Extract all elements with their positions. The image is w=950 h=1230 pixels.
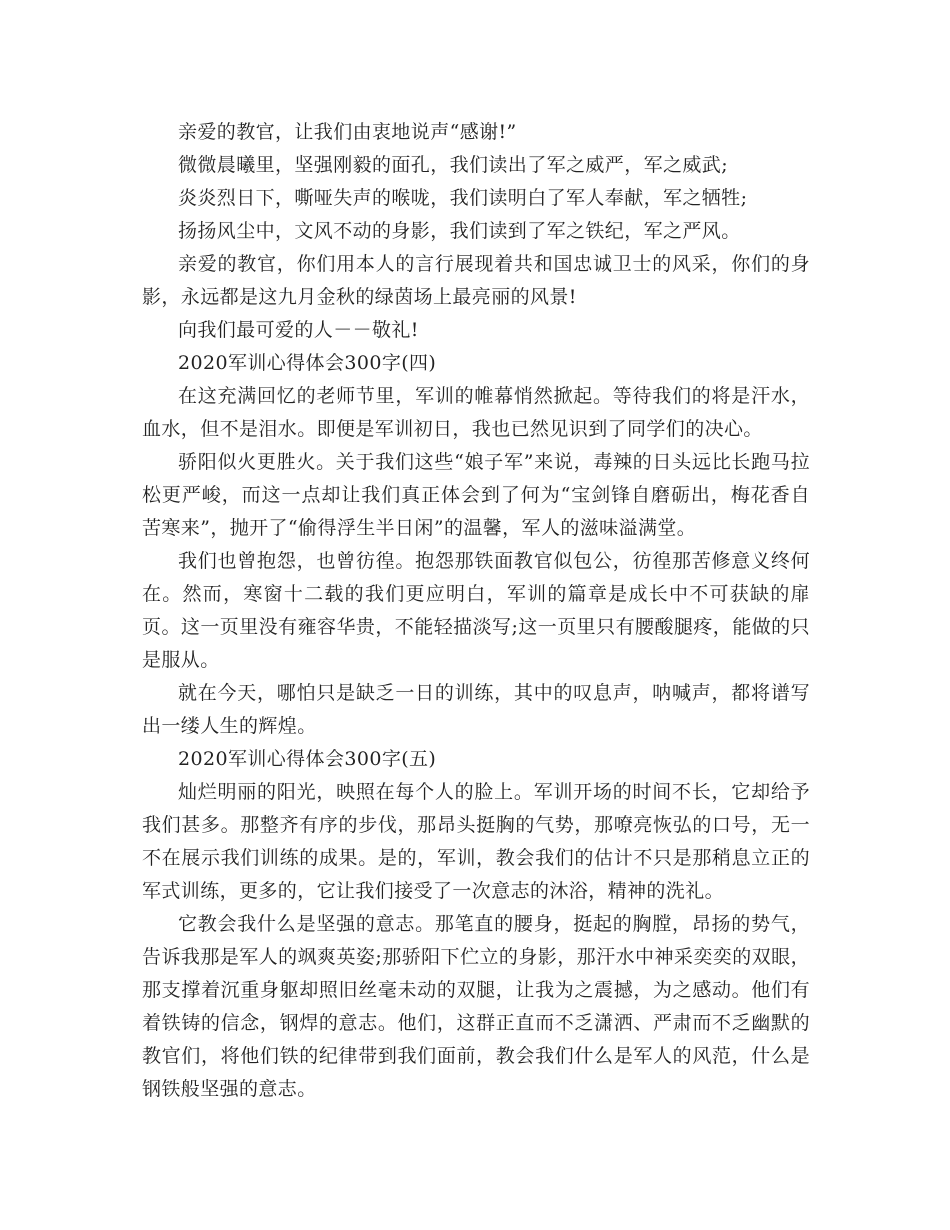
paragraph: 在这充满回忆的老师节里，军训的帷幕悄然掀起。等待我们的将是汗水，血水，但不是泪水。即便是军训初日，我也已然见识到了同学们的决心。 [142, 385, 810, 440]
section-heading: 2020军训心得体会300字(四) [178, 352, 437, 374]
paragraph: 微微晨曦里，坚强刚毅的面孔，我们读出了军之威严，军之威武; [178, 154, 729, 176]
paragraph: 亲爱的教官，让我们由衷地说声“感谢!” [178, 121, 517, 143]
paragraph: 向我们最可爱的人－－敬礼! [178, 319, 419, 341]
paragraph: 灿烂明丽的阳光，映照在每个人的脸上。军训开场的时间不长，它却给予我们甚多。那整齐有序的步伐，那昂头挺胸的气势，那嘹亮恢弘的口号，无一不在展示我们训练的成果。是的，军训，教会我们的估计不只是那稍息立正的军式训练，更多的，它让我们接受了一次意志的沐浴，精神的洗礼。 [142, 781, 810, 902]
paragraph: 亲爱的教官，你们用本人的言行展现着共和国忠诚卫士的风采，你们的身影，永远都是这九月金秋的绿茵场上最亮丽的风景! [142, 253, 810, 308]
paragraph: 骄阳似火更胜火。关于我们这些“娘子军”来说，毒辣的日头远比长跑马拉松更严峻，而这一点却让我们真正体会到了何为“宝剑锋自磨砺出，梅花香自苦寒来”，抛开了“偷得浮生半日闲”的温馨，军人的滋味溢满堂。 [142, 451, 810, 539]
paragraph: 我们也曾抱怨，也曾彷徨。抱怨那铁面教官似包公，彷徨那苦修意义终何在。然而，寒窗十二载的我们更应明白，军训的篇章是成长中不可获缺的扉页。这一页里没有雍容华贵，不能轻描淡写;这一页里只有腰酸腿疼，能做的只是服从。 [142, 550, 810, 671]
paragraph: 它教会我什么是坚强的意志。那笔直的腰身，挺起的胸膛，昂扬的势气，告诉我那是军人的飒爽英姿;那骄阳下伫立的身影，那汗水中神采奕奕的双眼，那支撑着沉重身躯却照旧丝毫未动的双腿，让我为之震撼，为之感动。他们有着铁铸的信念，钢焊的意志。他们，这群正直而不乏潇洒、严肃而不乏幽默的教官们，将他们铁的纪律带到我们面前，教会我们什么是军人的风范，什么是钢铁般坚强的意志。 [142, 913, 810, 1100]
paragraph: 炎炎烈日下，嘶哑失声的喉咙，我们读明白了军人奉献，军之牺牲; [178, 187, 748, 209]
paragraph: 扬扬风尘中，文风不动的身影，我们读到了军之铁纪，军之严风。 [178, 220, 741, 242]
document-body [142, 116, 810, 1106]
paragraph: 就在今天，哪怕只是缺乏一日的训练，其中的叹息声，呐喊声，都将谱写出一缕人生的辉煌。 [142, 682, 810, 737]
section-heading: 2020军训心得体会300字(五) [178, 748, 437, 770]
